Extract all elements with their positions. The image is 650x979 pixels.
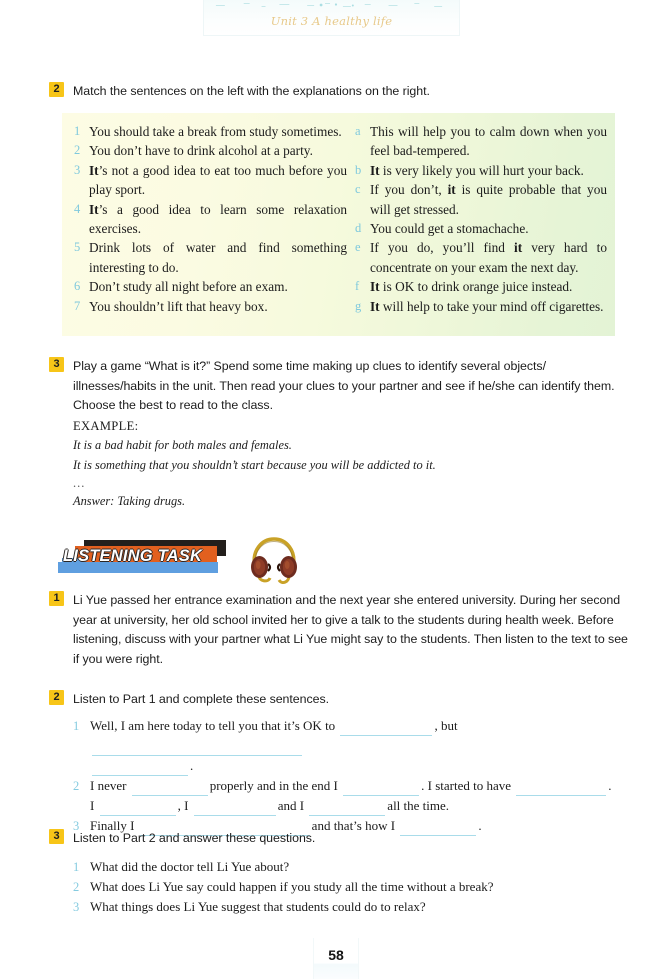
match-item[interactable] <box>74 297 347 316</box>
match-item-marker: g <box>355 298 362 313</box>
fill-in-sentence[interactable] <box>73 716 630 776</box>
match-item[interactable] <box>355 277 607 296</box>
answer-blank[interactable] <box>400 823 476 836</box>
match-item[interactable] <box>74 161 347 200</box>
match-item-text: It will help to take your mind off cigarettes. <box>370 298 604 314</box>
match-item[interactable] <box>355 122 607 161</box>
match-item-text: Drink lots of water and find something interesting to do. <box>89 240 347 275</box>
match-item-marker: 7 <box>74 298 81 313</box>
match-item-marker: c <box>355 182 361 197</box>
match-item-text: It’s not a good idea to eat too much before you play sport. <box>89 162 347 198</box>
listening-1-header <box>49 591 629 669</box>
listening-1-text: Li Yue passed her entrance examination and the next year she entered university. During her second year at university, her old school invited her to give a talk to the students during health week. Before listening, discuss with your partner what Li Yue might say to the students. Then listen to the text to see if you were right. <box>73 593 628 666</box>
listening-question <box>73 877 630 897</box>
match-item-marker: 6 <box>74 279 81 294</box>
listening-task-banner <box>58 540 233 578</box>
sentence-body: Well, I am here today to tell you that it’s OK to , but . <box>90 716 630 776</box>
fill-in-sentence[interactable] <box>73 776 630 816</box>
match-item[interactable] <box>355 161 607 180</box>
match-item-marker: 4 <box>74 201 81 216</box>
match-item-marker: e <box>355 240 361 255</box>
decorative-speckle-graphic <box>204 2 459 11</box>
match-item-marker: b <box>355 162 362 177</box>
match-item[interactable] <box>74 277 347 296</box>
match-item-text: This will help you to calm down when you feel bad-tempered. <box>370 124 607 159</box>
headphones-icon <box>246 534 302 588</box>
running-head <box>203 0 460 36</box>
listening-1-number: 1 <box>49 591 64 606</box>
match-item-text: If you do, you’ll find it very hard to concentrate on your exam the next day. <box>370 240 607 275</box>
listening-task-banner-label: LISTENING TASK <box>63 547 203 565</box>
answer-blank[interactable] <box>100 803 176 816</box>
listening-question <box>73 857 630 877</box>
match-item-text: It is OK to drink orange juice instead. <box>370 279 573 295</box>
answer-blank[interactable] <box>194 803 276 816</box>
answer-blank[interactable] <box>132 783 208 796</box>
question-text: What does Li Yue say could happen if you study all the time without a break? <box>90 879 494 894</box>
listening-2-header <box>49 690 329 710</box>
match-item-text: It is very likely you will hurt your back. <box>370 162 584 178</box>
sentence-marker: 2 <box>73 779 80 793</box>
listening-3-header <box>49 829 315 849</box>
listening-2-number: 2 <box>49 690 64 705</box>
match-item[interactable] <box>355 219 607 238</box>
answer-blank[interactable] <box>309 803 385 816</box>
match-item-text: It’s a good idea to learn some relaxation exercises. <box>89 201 347 237</box>
match-item-marker: 2 <box>74 143 81 158</box>
match-item-marker: 5 <box>74 240 81 255</box>
match-item-text: If you don’t, it is quite probable that you will get stressed. <box>370 182 607 217</box>
example-line-2: It is something that you shouldn’t start because you will be addicted to it. <box>73 457 436 472</box>
answer-blank[interactable] <box>516 783 606 796</box>
running-head-title: Unit 3 A healthy life <box>270 14 393 28</box>
sentence-body: I never properly and in the end I . I started to have . I , I and I all the time. <box>90 776 630 816</box>
match-item[interactable] <box>355 180 607 219</box>
match-item-text: You don’t have to drink alcohol at a party. <box>89 143 313 159</box>
listening-3-question-list <box>73 857 630 917</box>
exercise-3-speaking-header <box>49 357 622 416</box>
question-marker: 1 <box>73 860 80 874</box>
listening-question <box>73 897 630 917</box>
answer-blank[interactable] <box>343 783 419 796</box>
match-item-marker: 3 <box>74 162 81 177</box>
match-item[interactable] <box>74 141 347 160</box>
listening-2-instruction: Listen to Part 1 and complete these sentences. <box>73 692 329 706</box>
match-item-text: You shouldn’t lift that heavy box. <box>89 298 268 314</box>
answer-blank[interactable] <box>340 723 432 736</box>
match-item-text: You should take a break from study sometimes. <box>89 124 342 139</box>
page-number: 58 <box>328 947 344 963</box>
exercise-2-instruction: Match the sentences on the left with the explanations on the right. <box>73 84 430 98</box>
question-marker: 3 <box>73 900 80 914</box>
question-text: What things does Li Yue suggest that students could do to relax? <box>90 899 426 914</box>
listening-3-instruction: Listen to Part 2 and answer these questions. <box>73 831 316 845</box>
listening-3-number: 3 <box>49 829 64 844</box>
sentence-marker: 1 <box>73 719 80 733</box>
match-item[interactable] <box>355 238 607 277</box>
example-line-1: It is a bad habit for both males and females. <box>73 438 292 452</box>
sentence-marker: 3 <box>73 819 80 833</box>
example-answer: Answer: Taking drugs. <box>73 494 186 508</box>
match-item-marker: a <box>355 124 361 138</box>
exercise-2-number: 2 <box>49 82 64 97</box>
match-item-text: You could get a stomachache. <box>370 221 529 237</box>
answer-blank[interactable] <box>92 743 302 756</box>
example-label: EXAMPLE: <box>73 419 139 433</box>
match-item[interactable] <box>74 122 347 141</box>
sentence-body: Finally I and that’s how I . <box>90 816 630 836</box>
example-block <box>73 416 633 512</box>
question-text: What did the doctor tell Li Yue about? <box>90 859 290 874</box>
match-item[interactable] <box>74 200 347 239</box>
match-item[interactable] <box>355 297 607 316</box>
listening-2-sentence-list <box>73 716 630 836</box>
match-item-text: Don’t study all night before an exam. <box>89 279 288 295</box>
answer-blank[interactable] <box>92 763 188 776</box>
match-item-marker: d <box>355 221 362 236</box>
exercise-3-speaking-instruction: Play a game “What is it?” Spend some time making up clues to identify several objects/ illnesses/habits in the unit. Then read your clues to your partner and see if he/she can identify them. Choose the best to read to the class. <box>73 359 615 412</box>
exercise-3-speaking-number: 3 <box>49 357 64 372</box>
match-item-marker: 1 <box>74 124 81 138</box>
match-item-marker: f <box>355 279 360 294</box>
exercise-2-header <box>49 82 430 102</box>
example-ellipsis: ... <box>73 476 86 490</box>
matching-left-column <box>62 113 353 336</box>
question-marker: 2 <box>73 880 80 894</box>
matching-exercise-box <box>62 113 615 336</box>
matching-right-column <box>353 113 615 336</box>
match-item[interactable] <box>74 238 347 277</box>
